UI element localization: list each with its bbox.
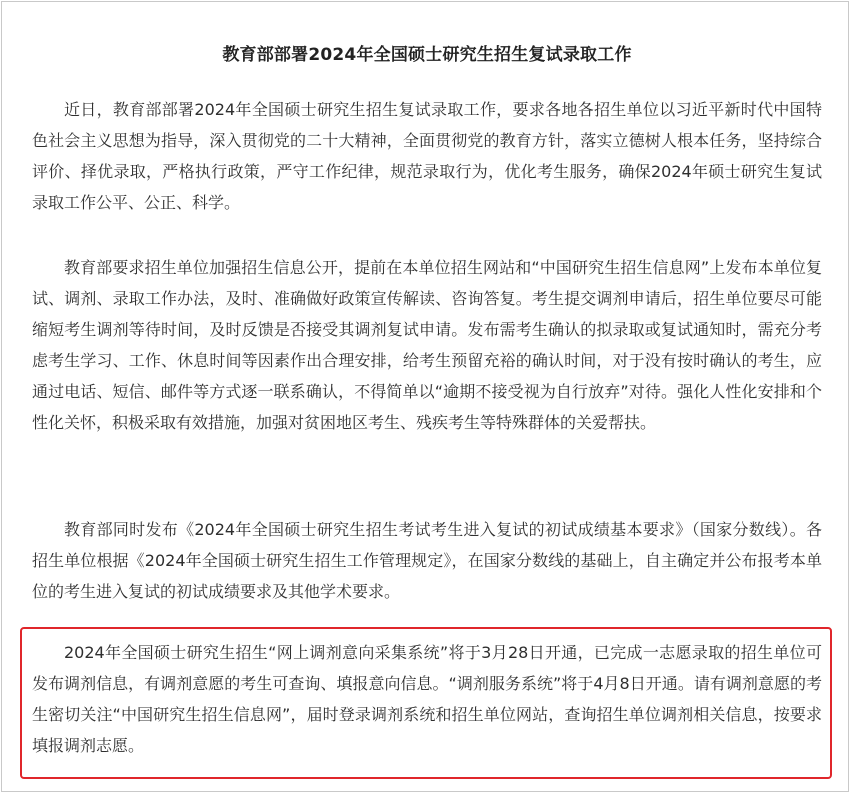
article-paragraph-3: 教育部同时发布《2024年全国硕士研究生招生考试考生进入复试的初试成绩基本要求》（国家分数线）。各招生单位根据《2024年全国硕士研究生招生工作管理规定》，在国家分数线的基础上，自主确定并公布报考本单位的考生进入复试的初试成绩要求及其他学术要求。	[32, 520, 822, 601]
article-title: 教育部部署2024年全国硕士研究生招生复试录取工作	[222, 45, 632, 65]
article-paragraph-1: 近日，教育部部署2024年全国硕士研究生招生复试录取工作，要求各地各招生单位以习近平新时代中国特色社会主义思想为指导，深入贯彻党的二十大精神，全面贯彻党的教育方针，落实立德树人根本任务，坚持综合评价、择优录取，严格执行政策，严守工作纪律，规范录取行为，优化考生服务，确保2024年硕士研究生复试录取工作公平、公正、科学。	[32, 100, 822, 212]
article-container	[1, 1, 849, 792]
highlighted-paragraph: 2024年全国硕士研究生招生“网上调剂意向采集系统”将于3月28日开通，已完成一志愿录取的招生单位可发布调剂信息，有调剂意愿的考生可查询、填报意向信息。“调剂服务系统”将于4月8日开通。请有调剂意愿的考生密切关注“中国研究生招生信息网”，届时登录调剂系统和招生单位网站，查询招生单位调剂相关信息，按要求填报调剂志愿。	[32, 643, 822, 755]
article-paragraph-2: 教育部要求招生单位加强招生信息公开，提前在本单位招生网站和“中国研究生招生信息网”上发布本单位复试、调剂、录取工作办法，及时、准确做好政策宣传解读、咨询答复。考生提交调剂申请后，招生单位要尽可能缩短考生调剂等待时间，及时反馈是否接受其调剂复试申请。发布需考生确认的拟录取或复试通知时，需充分考虑考生学习、工作、休息时间等因素作出合理安排，给考生预留充裕的确认时间，对于没有按时确认的考生，应通过电话、短信、邮件等方式逐一联系确认，不得简单以“逾期不接受视为自行放弃”对待。强化人性化安排和个性化关怀，积极采取有效措施，加强对贫困地区考生、残疾考生等特殊群体的关爱帮扶。	[32, 258, 822, 432]
